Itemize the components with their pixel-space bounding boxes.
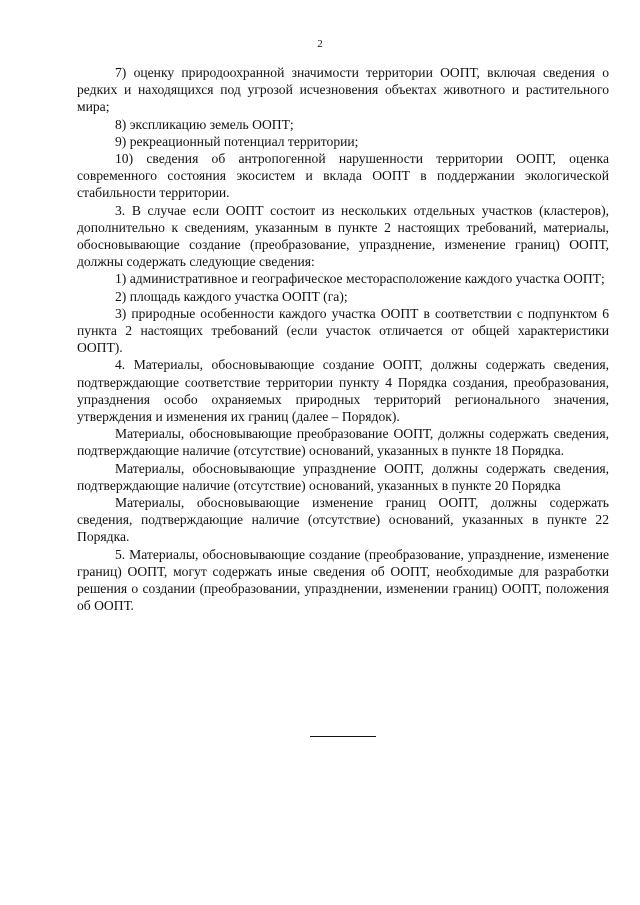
- paragraph-section-5-other: 5. Материалы, обосновывающие создание (преобразование, упразднение, изменение границ) ООПТ, могут содержать иные сведения об ООПТ, необходимые для разработки решения о создании (преобразовании, упразднении, изменении границ) ООПТ, положения об ООПТ.: [77, 546, 609, 614]
- paragraph-item-8-land-explication: 8) экспликацию земель ООПТ;: [115, 116, 294, 132]
- paragraph-abolition: Материалы, обосновывающие упразднение ООПТ, должны содержать сведения, подтверждающие наличие (отсутствие) оснований, указанных в пункте 20 Порядка: [77, 460, 609, 493]
- end-divider: [310, 736, 376, 737]
- paragraph-item-10-anthropogenic: 10) сведения об антропогенной нарушенности территории ООПТ, оценка современного состояния экосистем и вклада ООПТ в поддержании экологической стабильности территории.: [77, 151, 609, 201]
- paragraph-boundary-change: Материалы, обосновывающие изменение границ ООПТ, должны содержать сведения, подтверждающие наличие (отсутствие) оснований, указанных в пункте 22 Порядка.: [77, 495, 609, 545]
- paragraph-cluster-item-2-area: 2) площадь каждого участка ООПТ (га);: [115, 288, 348, 304]
- page-number: 2: [317, 38, 323, 50]
- paragraph-section-3-clusters: 3. В случае если ООПТ состоит из нескольких отдельных участков (кластеров), дополнительно к сведениям, указанным в пункте 2 настоящих требований, материалы, обосновывающие создание (преобразование, упразднение, изменение границ) ООПТ, должны содержать следующие сведения:: [77, 202, 609, 270]
- paragraph-section-4-creation: 4. Материалы, обосновывающие создание ООПТ, должны содержать сведения, подтверждающие соответствие территории пункту 4 Порядка создания, преобразования, упразднения особо охраняемых природных территорий регионального значения, утверждения и изменения их границ (далее – Порядок).: [77, 357, 609, 425]
- paragraph-transformation: Материалы, обосновывающие преобразование ООПТ, должны содержать сведения, подтверждающие наличие (отсутствие) оснований, указанных в пункте 18 Порядка.: [77, 426, 609, 459]
- paragraph-cluster-item-1-location: 1) административное и географическое месторасположение каждого участка ООПТ;: [115, 271, 605, 287]
- paragraph-item-7-nature-value: 7) оценку природоохранной значимости территории ООПТ, включая сведения о редких и находящихся под угрозой исчезновения объектах животного и растительного мира;: [77, 65, 609, 115]
- document-body: [77, 64, 609, 615]
- paragraph-cluster-item-3-features: 3) природные особенности каждого участка ООПТ в соответствии с подпунктом 6 пункта 2 настоящих требований (если участок отличается от общей характеристики ООПТ).: [77, 305, 609, 356]
- paragraph-item-9-recreation: 9) рекреационный потенциал территории;: [115, 133, 359, 149]
